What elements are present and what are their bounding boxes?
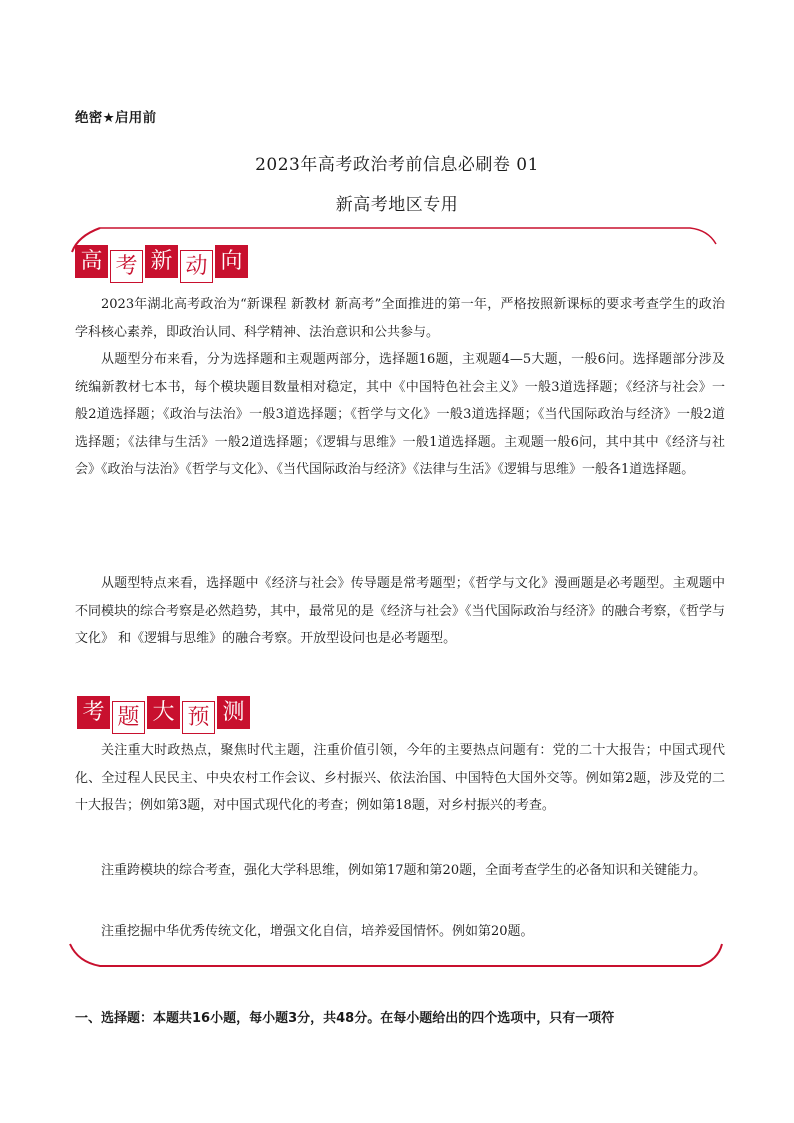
tag-char: 题 <box>112 701 145 734</box>
tag-char: 动 <box>180 250 213 283</box>
paragraph: 关注重大时政热点，聚焦时代主题，注重价值引领，今年的主要热点问题有：党的二十大报告；中国式现代化、全过程人民民主、中央农村工作会议、乡村振兴、依法治国、中国特色大国外交等。例如第2题，涉及党的二十大报告；例如第3题，对中国式现代化的考查；例如第18题，对乡村振兴的考查。 <box>75 743 725 813</box>
paragraph: 从题型分布来看，分为选择题和主观题两部分，选择题16题，主观题4—5大题，一般6问。选择题部分涉及统编新教材七本书，每个模块题目数量相对稳定，其中《中国特色社会主义》一般3道选择题；《经济与社会》一般2道选择题；《政治与法治》一般3道选择题；《哲学与文化》一般3道选择题；《当代国际政治与经济》一般2道选择题；《法律与生活》一般2道选择题；《逻辑与思维》一般1道选择题。主观题一般6问，其中其中《经济与社会》《政治与法治》《哲学与文化》、《当代国际政治与经济》《法律与生活》《逻辑与思维》一般各1道选择题。 <box>75 352 725 477</box>
page-title: 2023年高考政治考前信息必刷卷 01 <box>255 155 539 175</box>
tag-char: 大 <box>147 696 180 729</box>
tag-char: 新 <box>145 245 178 278</box>
tag-char: 测 <box>217 696 250 729</box>
tag-char: 考 <box>110 250 143 283</box>
section-tag-exam-forecast <box>77 696 252 732</box>
paragraph: 从题型特点来看，选择题中《经济与社会》传导题是常考题型；《哲学与文化》漫画题是必考题型。主观题中不同模块的综合考察是必然趋势，其中，最常见的是《经济与社会》《当代国际政治与经济》的融合考察，《哲学与文化》 和《逻辑与思维》的融合考察。开放型设问也是必考题型。 <box>75 576 726 646</box>
tag-char: 预 <box>182 701 215 734</box>
paragraph: 注重挖掘中华优秀传统文化，增强文化自信，培养爱国情怀。例如第20题。 <box>101 924 534 939</box>
page-subtitle: 新高考地区专用 <box>335 195 459 215</box>
section-tag-exam-trends <box>75 245 250 281</box>
tag-char: 向 <box>215 245 248 278</box>
paragraph: 2023年湖北高考政治为“新课程 新教材 新高考”全面推进的第一年，严格按照新课标的要求考查学生的政治学科核心素养，即政治认同、科学精神、法治意识和公共参与。 <box>75 297 725 340</box>
paragraph: 注重跨模块的综合考查，强化大学科思维，例如第17题和第20题，全面考查学生的必备知识和关键能力。 <box>101 863 707 878</box>
tag-char: 考 <box>77 696 110 729</box>
secret-label: 绝密★启用前 <box>75 110 157 126</box>
question-section-heading: 一、选择题：本题共16小题，每小题3分，共48分。在每小题给出的四个选项中，只有一项符 <box>75 1011 615 1026</box>
tag-char: 高 <box>75 245 108 278</box>
